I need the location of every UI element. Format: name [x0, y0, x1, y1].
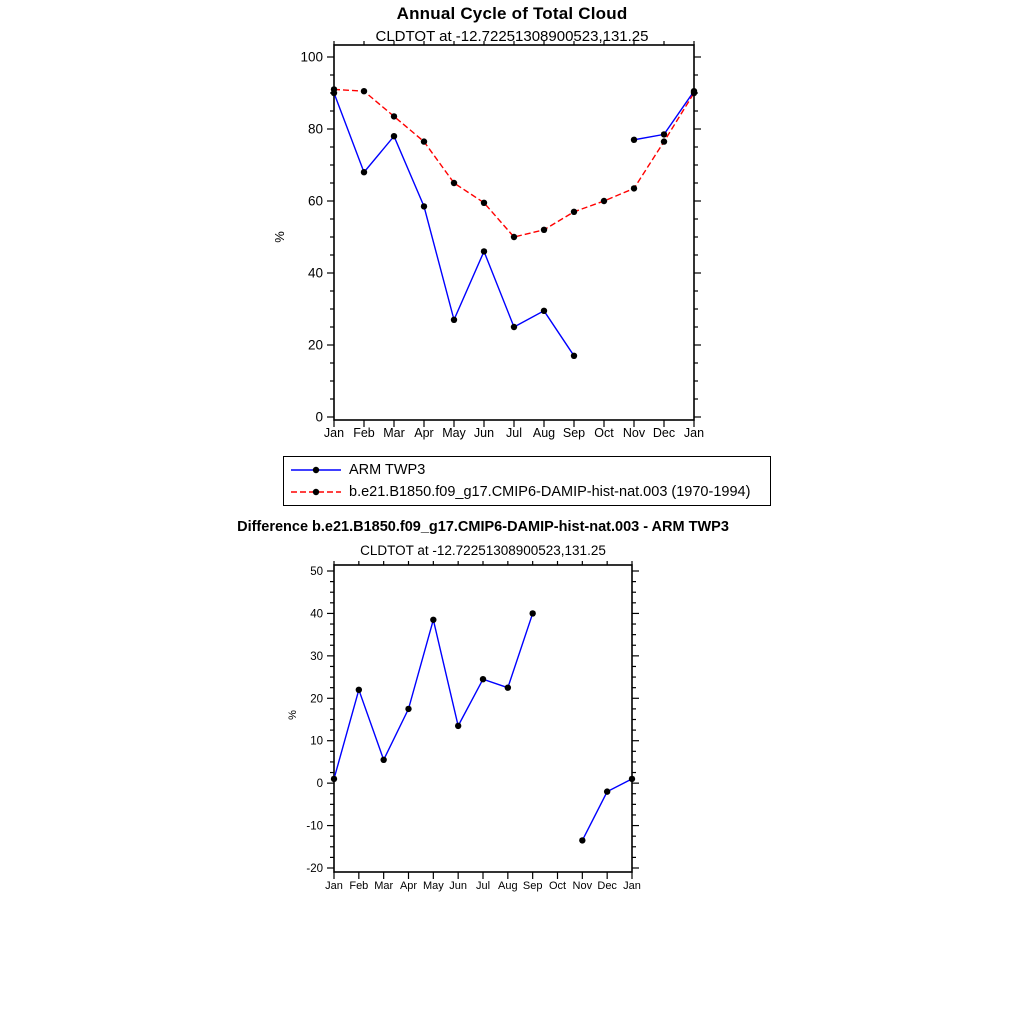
- chart2-plot-area: [306, 561, 641, 892]
- svg-text:Apr: Apr: [399, 880, 418, 892]
- svg-text:Oct: Oct: [548, 880, 567, 892]
- svg-text:10: 10: [310, 735, 323, 748]
- svg-text:Oct: Oct: [594, 426, 614, 440]
- svg-text:60: 60: [307, 193, 323, 209]
- legend-label-model: b.e21.B1850.f09_g17.CMIP6-DAMIP-hist-nat.003 (1970-1994): [349, 484, 751, 500]
- svg-text:100: 100: [300, 49, 323, 65]
- legend-marker-dot: [313, 467, 319, 473]
- svg-text:Jan: Jan: [323, 426, 345, 440]
- svg-text:Sep: Sep: [562, 426, 586, 440]
- legend-marker-dot: [313, 489, 319, 495]
- svg-text:Mar: Mar: [383, 426, 405, 440]
- chart2-title: Difference b.e21.B1850.f09_g17.CMIP6-DAMIP-hist-nat.003 - ARM TWP3: [237, 519, 729, 535]
- svg-text:-20: -20: [306, 863, 323, 876]
- svg-text:0: 0: [316, 778, 323, 791]
- svg-text:30: 30: [310, 650, 323, 663]
- svg-text:May: May: [442, 426, 466, 440]
- svg-text:Aug: Aug: [498, 880, 518, 892]
- svg-text:-10: -10: [306, 820, 323, 833]
- legend-item-arm-twp3: [289, 459, 770, 481]
- svg-text:40: 40: [310, 608, 323, 621]
- svg-text:Jan: Jan: [623, 880, 641, 892]
- legend-line-sample-solid: [289, 464, 343, 476]
- svg-text:Aug: Aug: [532, 426, 556, 440]
- svg-text:Jul: Jul: [506, 426, 522, 440]
- svg-text:Nov: Nov: [622, 426, 646, 440]
- svg-text:Apr: Apr: [414, 426, 434, 440]
- svg-text:May: May: [422, 880, 444, 892]
- svg-text:Nov: Nov: [572, 880, 593, 892]
- chart2-y-axis-label: %: [287, 710, 299, 720]
- legend-label-arm-twp3: ARM TWP3: [349, 462, 426, 478]
- chart2-subtitle: CLDTOT at -12.72251308900523,131.25: [360, 543, 606, 558]
- svg-text:Jun: Jun: [473, 426, 495, 440]
- svg-text:Dec: Dec: [597, 880, 617, 892]
- svg-text:Sep: Sep: [522, 880, 543, 892]
- svg-text:Jul: Jul: [475, 880, 491, 892]
- svg-text:40: 40: [307, 265, 323, 281]
- svg-text:Dec: Dec: [652, 426, 676, 440]
- svg-text:Feb: Feb: [349, 880, 369, 892]
- chart1-subtitle: CLDTOT at -12.72251308900523,131.25: [375, 28, 649, 45]
- svg-text:20: 20: [310, 693, 323, 706]
- svg-text:Jan: Jan: [683, 426, 705, 440]
- svg-text:Mar: Mar: [374, 880, 394, 892]
- chart1-title: Annual Cycle of Total Cloud: [396, 4, 628, 23]
- svg-text:20: 20: [307, 337, 323, 353]
- legend-item-model: [289, 481, 770, 503]
- svg-text:0: 0: [315, 409, 323, 425]
- svg-text:Feb: Feb: [353, 426, 375, 440]
- svg-text:Jun: Jun: [449, 880, 468, 892]
- svg-text:50: 50: [310, 566, 323, 579]
- legend: [283, 456, 771, 506]
- chart1-y-axis-label: %: [272, 231, 287, 243]
- svg-text:80: 80: [307, 121, 323, 137]
- svg-text:Jan: Jan: [325, 880, 343, 892]
- legend-line-sample-dashed: [289, 486, 343, 498]
- chart1-plot-area: [300, 41, 704, 440]
